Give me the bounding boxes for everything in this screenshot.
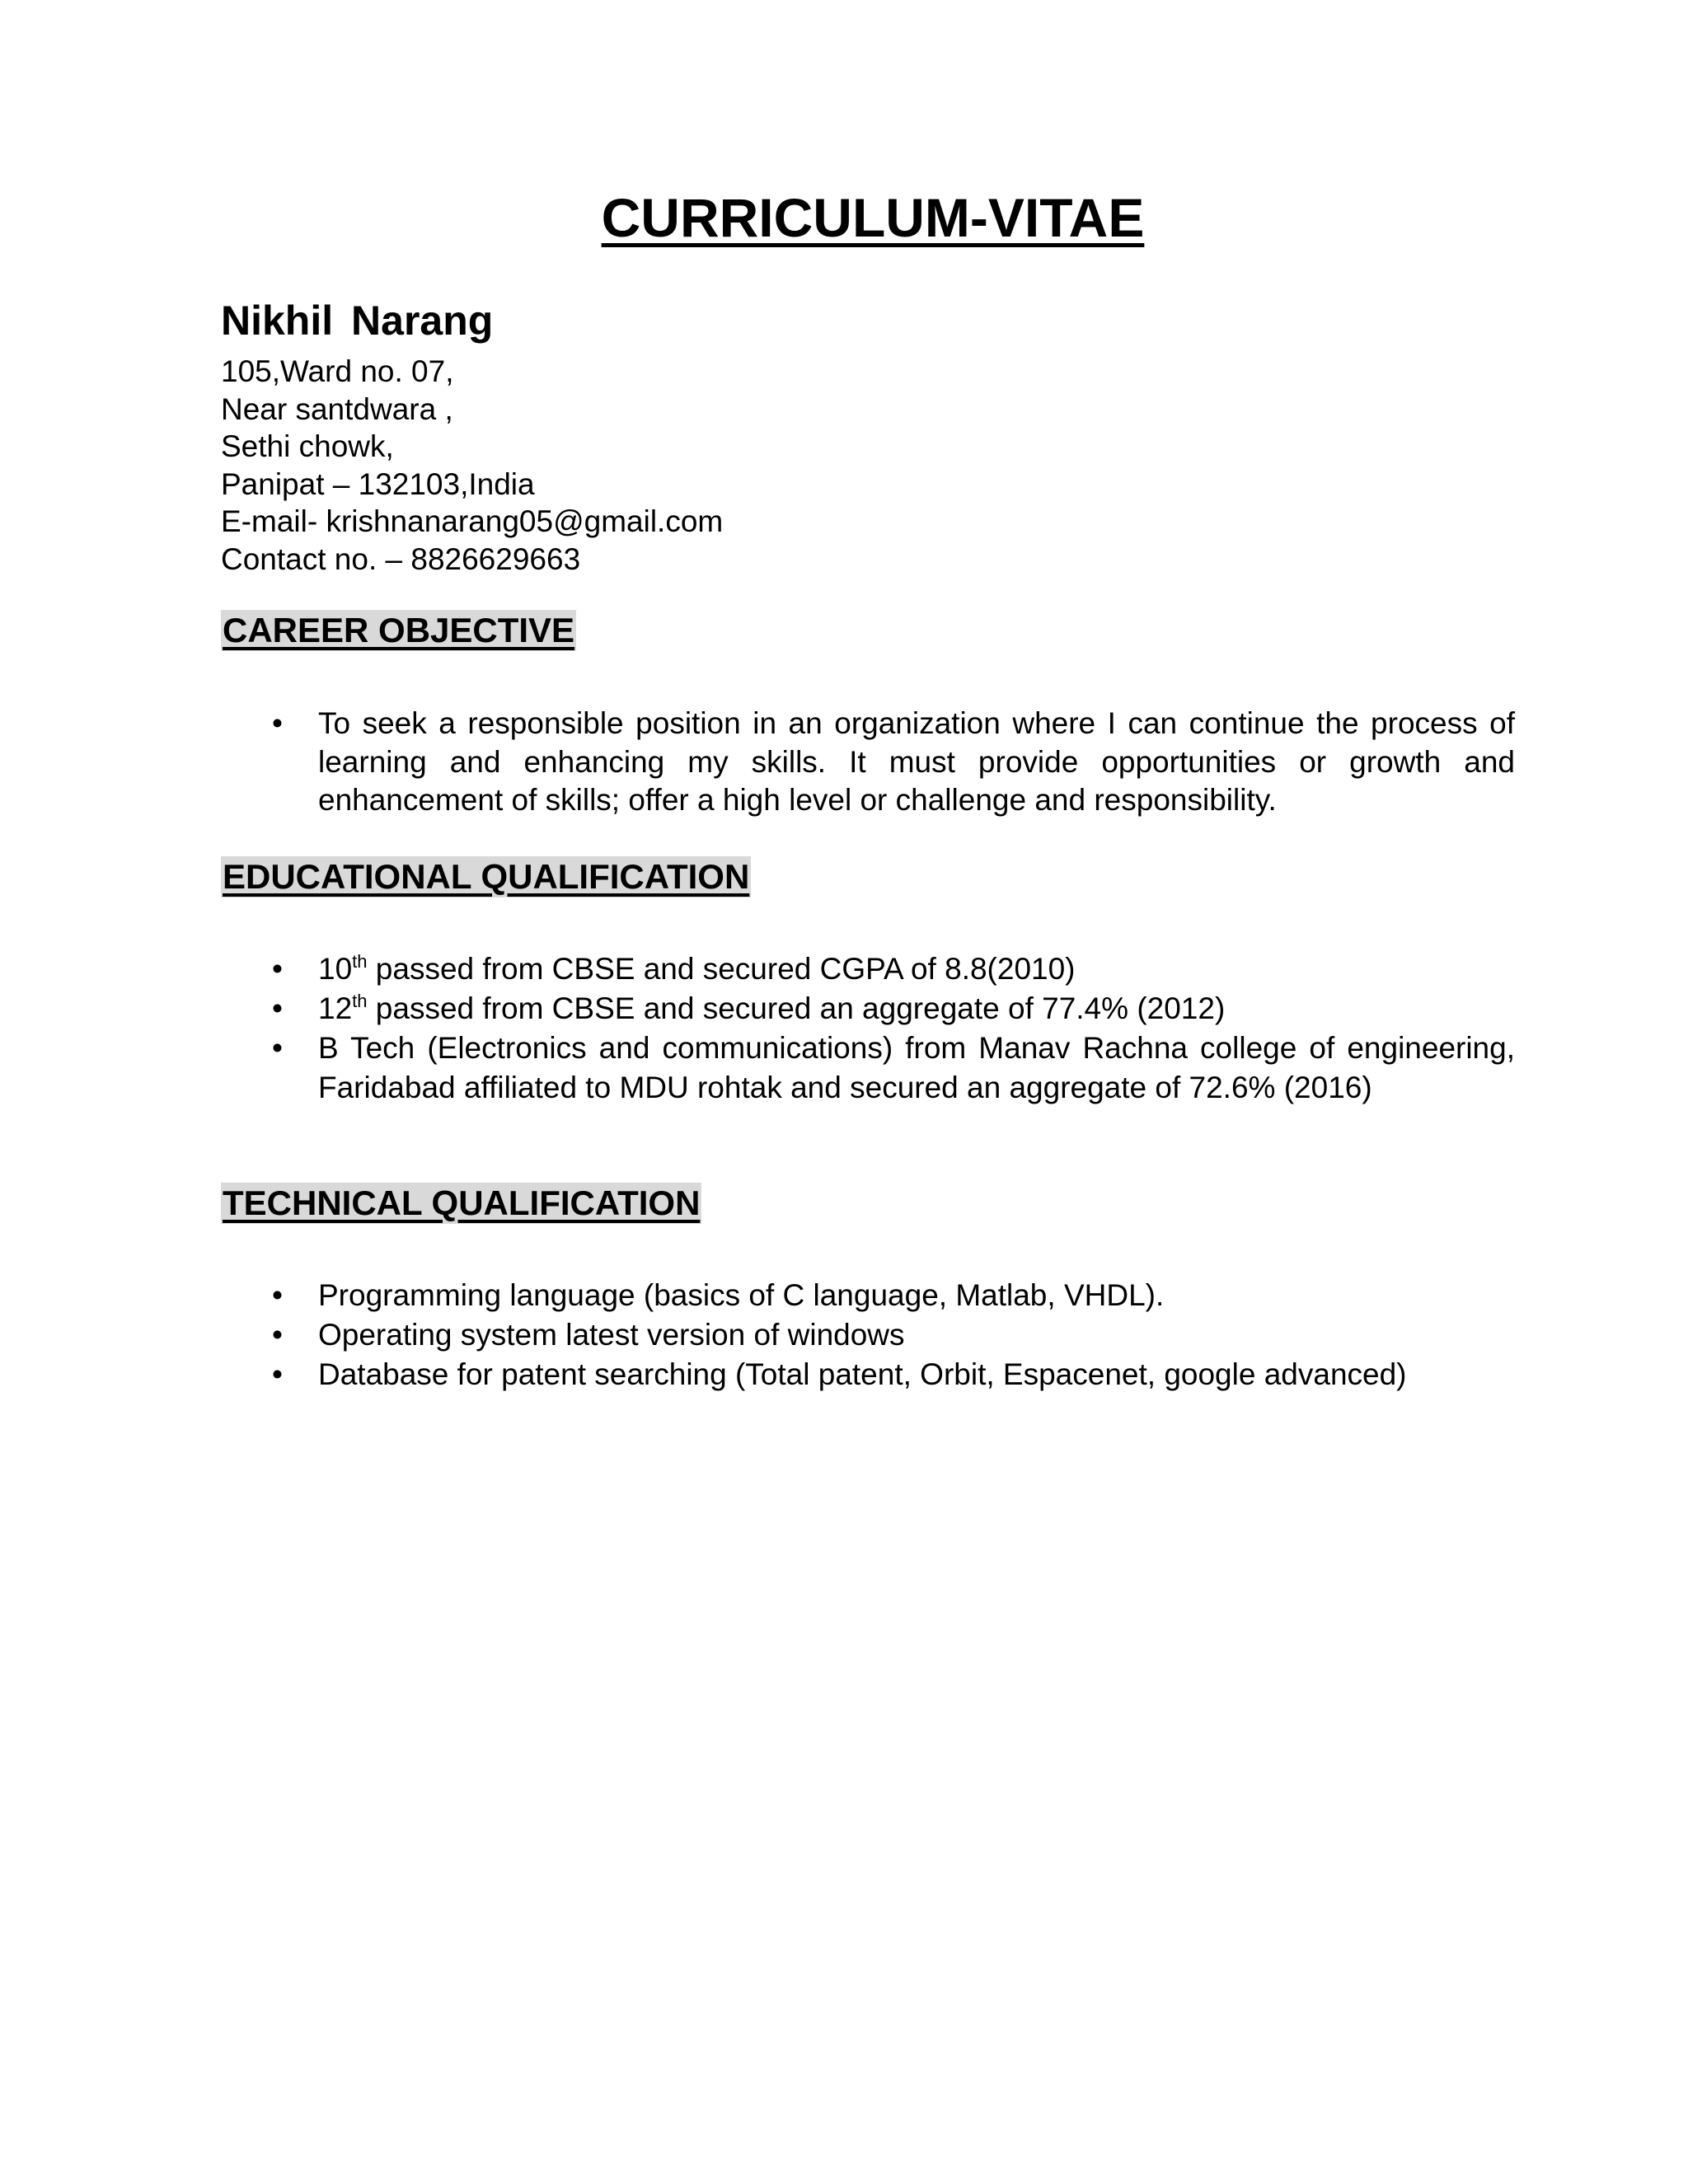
- contact-line: Contact no. – 8826629663: [221, 541, 581, 576]
- edu-prefix: 12: [318, 991, 353, 1025]
- list-item: [221, 1029, 1515, 1108]
- edu-text: passed from CBSE and secured CGPA of 8.8(2010): [367, 952, 1076, 986]
- candidate-name: Nikhil Narang: [221, 298, 494, 344]
- address-block: [221, 353, 723, 578]
- bullet-icon: •: [272, 1357, 283, 1391]
- tech-text: Database for patent searching (Total patent, Orbit, Espacenet, google advanced): [318, 1357, 1407, 1391]
- edu-prefix: 10: [318, 952, 353, 986]
- edu-text: B Tech (Electronics and communications) from Manav Rachna college of engineering, Faridabad affiliated to MDU rohtak and secured an aggregate of 72.6% (2016): [318, 1031, 1515, 1104]
- list-item: [221, 949, 1515, 989]
- bullet-icon: •: [272, 1278, 283, 1312]
- bullet-icon: •: [272, 952, 283, 986]
- address-line: Panipat – 132103,India: [221, 466, 535, 501]
- bullet-icon: •: [272, 991, 283, 1025]
- edu-superscript: th: [352, 991, 368, 1011]
- technical-qualification-list: [221, 1276, 1515, 1394]
- tech-text: Operating system latest version of windows: [318, 1318, 905, 1352]
- address-line: Near santdwara ,: [221, 391, 453, 426]
- educational-qualification-list: [221, 949, 1515, 1108]
- address-line: 105,Ward no. 07,: [221, 354, 454, 388]
- document-title: CURRICULUM-VITAE: [601, 187, 1145, 248]
- list-item: [221, 1276, 1515, 1315]
- list-item: [221, 705, 1515, 820]
- address-line: Sethi chowk,: [221, 429, 394, 463]
- career-objective-list: [221, 705, 1515, 820]
- bullet-icon: •: [272, 1031, 283, 1065]
- bullet-icon: •: [272, 1318, 283, 1352]
- email-line: E-mail- krishnanarang05@gmail.com: [221, 504, 724, 538]
- list-item: [221, 1315, 1515, 1355]
- list-item: [221, 989, 1515, 1029]
- technical-qualification-heading: TECHNICAL QUALIFICATION: [221, 1183, 701, 1224]
- tech-text: Programming language (basics of C language, Matlab, VHDL).: [318, 1278, 1165, 1312]
- edu-text: passed from CBSE and secured an aggregate of 77.4% (2012): [367, 991, 1226, 1025]
- educational-qualification-heading: EDUCATIONAL QUALIFICATION: [221, 856, 751, 898]
- list-item: [221, 1355, 1515, 1394]
- career-objective-heading: CAREER OBJECTIVE: [221, 610, 576, 651]
- edu-superscript: th: [352, 951, 368, 972]
- bullet-icon: •: [272, 706, 283, 740]
- career-objective-text: To seek a responsible position in an organization where I can continue the process of learning and enhancing my skills. It must provide opportunities or growth and enhancement of skills; offer a high level or challenge and responsibility.: [318, 706, 1515, 817]
